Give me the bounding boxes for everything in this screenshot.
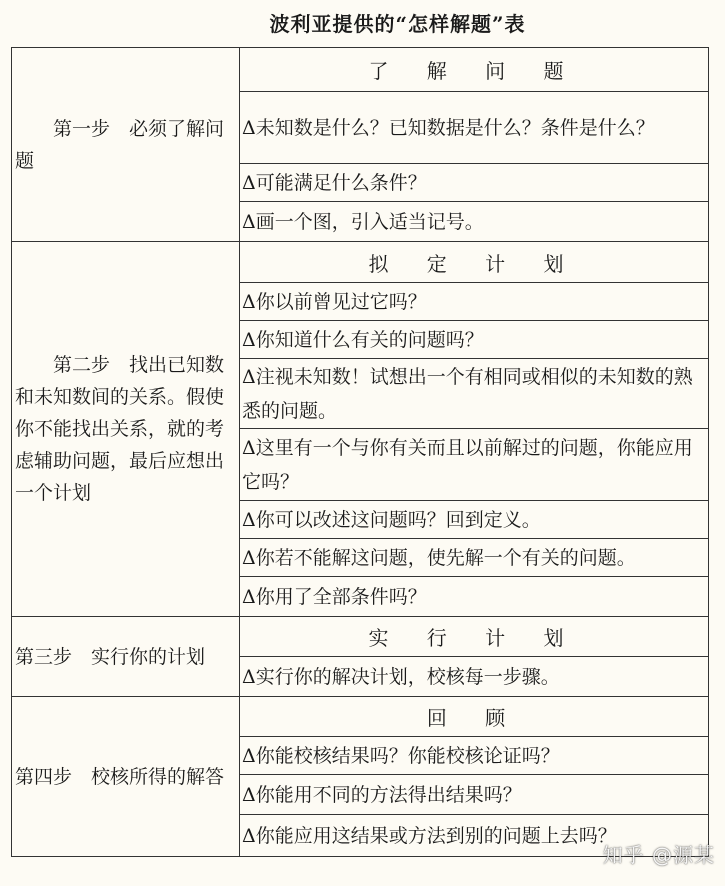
step-2-question-4: Δ这里有一个与你有关而且以前解过的问题，你能应用它吗？ bbox=[240, 429, 709, 501]
step-1-label: 第一步 必须了解问题 bbox=[15, 117, 225, 172]
step-2-question-1: Δ你以前曾见过它吗？ bbox=[240, 283, 709, 321]
step-3-label-cell bbox=[12, 617, 240, 697]
step-1-heading: 了 解 问 题 bbox=[240, 48, 709, 92]
step-4-heading: 回 顾 bbox=[240, 697, 709, 737]
step-4-heading-row bbox=[12, 697, 709, 737]
step-2-label: 第二步 找出已知数和未知数间的关系。假使你不能找出关系，就的考虑辅助问题，最后应想出一个计划 bbox=[15, 354, 225, 504]
polya-table bbox=[11, 47, 709, 857]
step-1-label-cell bbox=[12, 48, 240, 242]
watermark: 知乎 @源某 bbox=[602, 843, 715, 867]
step-4-label-cell bbox=[12, 697, 240, 857]
step-1-heading-row bbox=[12, 48, 709, 92]
step-1-question-3: Δ画一个图，引入适当记号。 bbox=[240, 202, 709, 242]
step-2-heading-row bbox=[12, 242, 709, 283]
step-2-question-3: Δ注视未知数！试想出一个有相同或相似的未知数的熟悉的问题。 bbox=[240, 359, 709, 429]
step-2-question-5: Δ你可以改述这问题吗？回到定义。 bbox=[240, 501, 709, 539]
step-1-question-1: Δ未知数是什么？已知数据是什么？条件是什么？ bbox=[240, 92, 709, 164]
step-3-label: 第三步 实行你的计划 bbox=[15, 645, 206, 668]
step-4-question-1: Δ你能校核结果吗？你能校核论证吗？ bbox=[240, 737, 709, 775]
step-2-question-6: Δ你若不能解这问题，使先解一个有关的问题。 bbox=[240, 539, 709, 577]
step-4-question-3: Δ你能应用这结果或方法到别的问题上去吗？ bbox=[240, 815, 709, 857]
page-title: 波利亚提供的“怎样解题”表 bbox=[269, 12, 526, 36]
step-2-question-2: Δ你知道什么有关的问题吗？ bbox=[240, 321, 709, 359]
step-3-heading: 实 行 计 划 bbox=[240, 617, 709, 657]
step-1-question-2: Δ可能满足什么条件？ bbox=[240, 164, 709, 202]
step-4-label: 第四步 校核所得的解答 bbox=[15, 765, 225, 788]
step-2-question-7: Δ你用了全部条件吗？ bbox=[240, 577, 709, 617]
step-3-heading-row bbox=[12, 617, 709, 657]
step-3-question-1: Δ实行你的解决计划，校核每一步骤。 bbox=[240, 657, 709, 697]
step-2-label-cell bbox=[12, 242, 240, 617]
step-4-question-2: Δ你能用不同的方法得出结果吗？ bbox=[240, 775, 709, 815]
step-2-heading: 拟 定 计 划 bbox=[240, 242, 709, 283]
